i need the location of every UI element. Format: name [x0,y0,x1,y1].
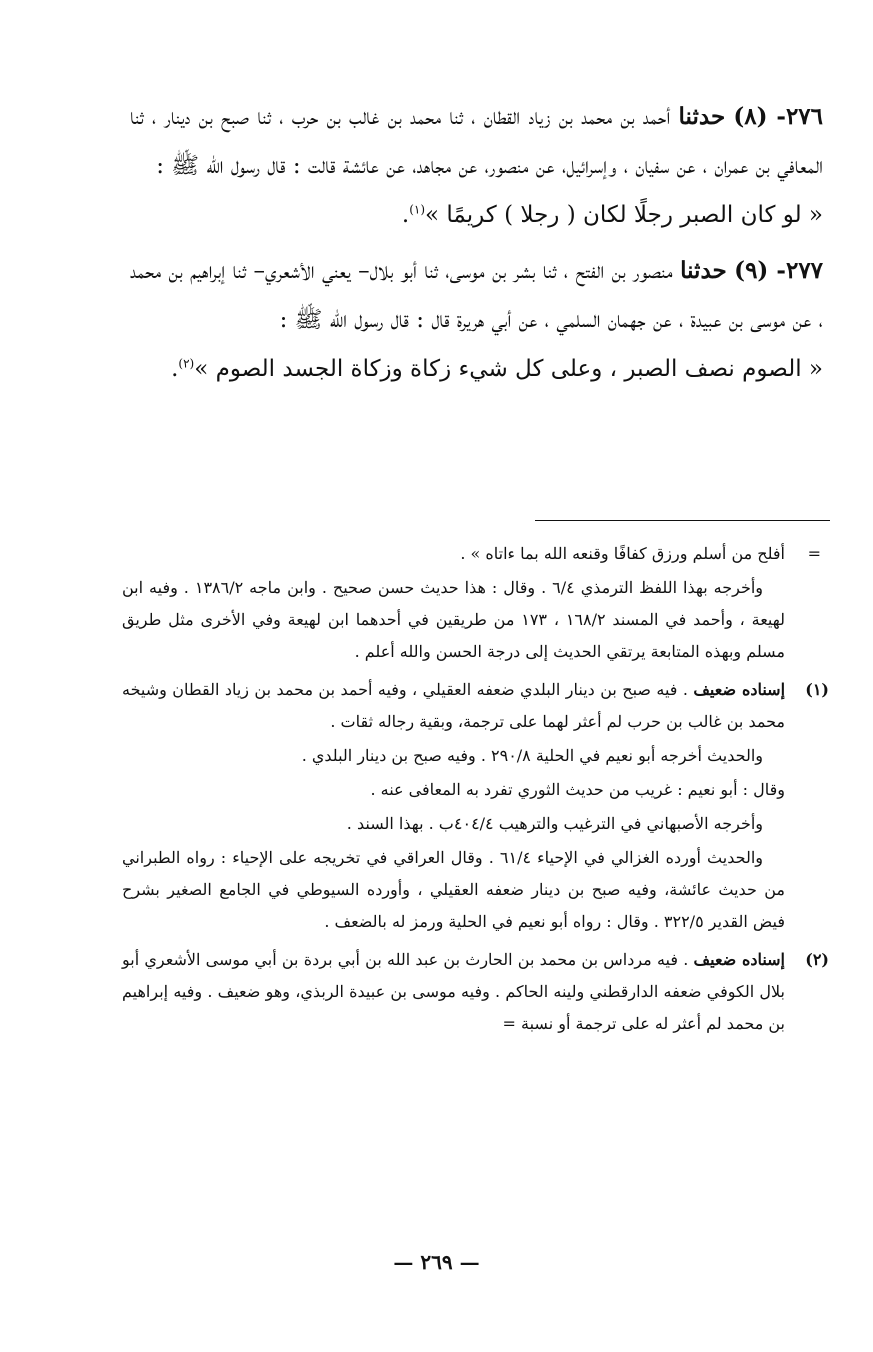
footnote-paragraph: والحديث أخرجه أبو نعيم في الحلية ٢٩٠/٨ . وفيه صبح بن دينار البلدي . [301,746,763,765]
footnote-marker: (١) [805,680,829,699]
hadith-number: ٢٧٦- (٨) [733,103,824,130]
footnote-paragraph: وأخرجه الأصبهاني في الترغيب والترهيب ٤٠٤/٤ب . بهذا السند . [346,814,763,833]
hadith-276: ٢٧٦- (٨) حدثنا أحمد بن محمد بن زياد القطان ، ثنا محمد بن غالب بن حرب ، ثنا صبح بن دينار ، ثنا المعافي بن عمران ، عن سفيان ، وإسرائيل، عن منصور، عن مجاهد، عن عائشة قالت : قال رسول الله ﷺ : « لو كان الصبر رجلًا لكان ( رجلا ) كريمًا »$^{(١)}$. [130,103,824,228]
footnote-verdict: إسناده ضعيف [693,680,786,699]
page-number: — ٢٦٩ — [393,1250,480,1274]
hadith-isnad: منصور بن الفتح ، ثنا بشر بن موسى، ثنا أبو بلال– يعني الأشعري– ثنا إبراهيم بن محمد ، عن موسى بن عبيدة ، عن جهمان السلمي ، عن أبي هريرة قال : قال رسول الله ﷺ : [130,258,823,333]
footnote-line: وأخرجه بهذا اللفظ الترمذي ٦/٤ . وقال : هذا حديث حسن صحيح . وابن ماجه ١٣٨٦/٢ . وفيه ابن لهيعة ، وأحمد في المسند ١٦٨/٢ ، ١٧٣ من طريقين في أحدهما ابن لهيعة وفي الأخرى مثل طريق مسلم وبهذه المتابعة يرتقي الحديث إلى درجة الحسن والله أعلم . [122,578,786,661]
footnote-paragraph: والحديث أورده الغزالي في الإحياء ٦١/٤ . وقال العراقي في تخريجه على الإحياء : رواه الطبراني من حديث عائشة، وفيه صبح بن دينار ضعفه العقيلي ، وأورده السيوطي في الجامع الصغير بشرح فيض القدير ٣٢٢/٥ . وقال : رواه أبو نعيم في الحلية ورمز له بالضعف . [122,848,785,931]
footnote-ref: (٢) [178,356,195,371]
hadith-lead-word: حدثنا [678,103,726,130]
hadith-isnad: أحمد بن محمد بن زياد القطان ، ثنا محمد بن غالب بن حرب ، ثنا صبح بن دينار ، ثنا المعافي بن عمران ، عن سفيان ، وإسرائيل، عن منصور، عن مجاهد، عن عائشة قالت : قال رسول الله ﷺ : [130,104,823,179]
footnote-1 [122,674,833,938]
footnote-body: . فيه مرداس بن محمد بن الحارث بن عبد الله بن أبي بردة بن أبي موسى الأشعري أبو بلال الكوفي ضعفه الدارقطني ولينه الحاكم . وفيه موسى بن عبيدة الربذي، وهو ضعيف . وفيه إبراهيم بن محمد لم أعثر له على ترجمة أو نسبة = [122,950,785,1033]
hadith-number: ٢٧٧- (٩) [734,257,824,284]
footnote-paragraph: وقال : أبو نعيم : غريب من حديث الثوري تفرد به المعافى عنه . [370,780,785,799]
footnote-separator [535,520,830,521]
footnote-verdict: إسناده ضعيف [693,950,786,969]
hadith-matn: « لو كان الصبر رجلًا لكان ( رجلا ) كريمًا » [425,202,823,228]
footnote-continuation [122,538,833,668]
hadith-277: ٢٧٧- (٩) حدثنا منصور بن الفتح ، ثنا بشر بن موسى، ثنا أبو بلال– يعني الأشعري– ثنا إبراهيم بن محمد ، عن موسى بن عبيدة ، عن جهمان السلمي ، عن أبي هريرة قال : قال رسول الله ﷺ : « الصوم نصف الصبر ، وعلى كل شيء زكاة وزكاة الجسد الصوم »$^{(٢)}$. [130,257,824,382]
footnote-2 [122,944,833,1040]
footnote-text [122,674,785,738]
hadith-lead-word: حدثنا [680,257,727,284]
footnote-ref: (١) [409,202,426,217]
footnote-text [122,944,785,1040]
footnotes [122,538,833,1040]
hadith-matn: « الصوم نصف الصبر ، وعلى كل شيء زكاة وزكاة الجسد الصوم » [194,356,823,382]
continuation-marker: = [807,544,821,563]
footnote-marker: (٢) [805,950,829,969]
footnote-line: أفلح من أسلم ورزق كفافًا وقنعه الله بما ءاتاه » . [460,544,785,563]
footnote-body: . فيه صبح بن دينار البلدي ضعفه العقيلي ، وفيه أحمد بن محمد بن زياد القطان وشيخه محمد بن غالب بن حرب لم أعثر لهما على ترجمة، وبقية رجاله ثقات . [122,680,785,731]
main-text [130,92,823,394]
